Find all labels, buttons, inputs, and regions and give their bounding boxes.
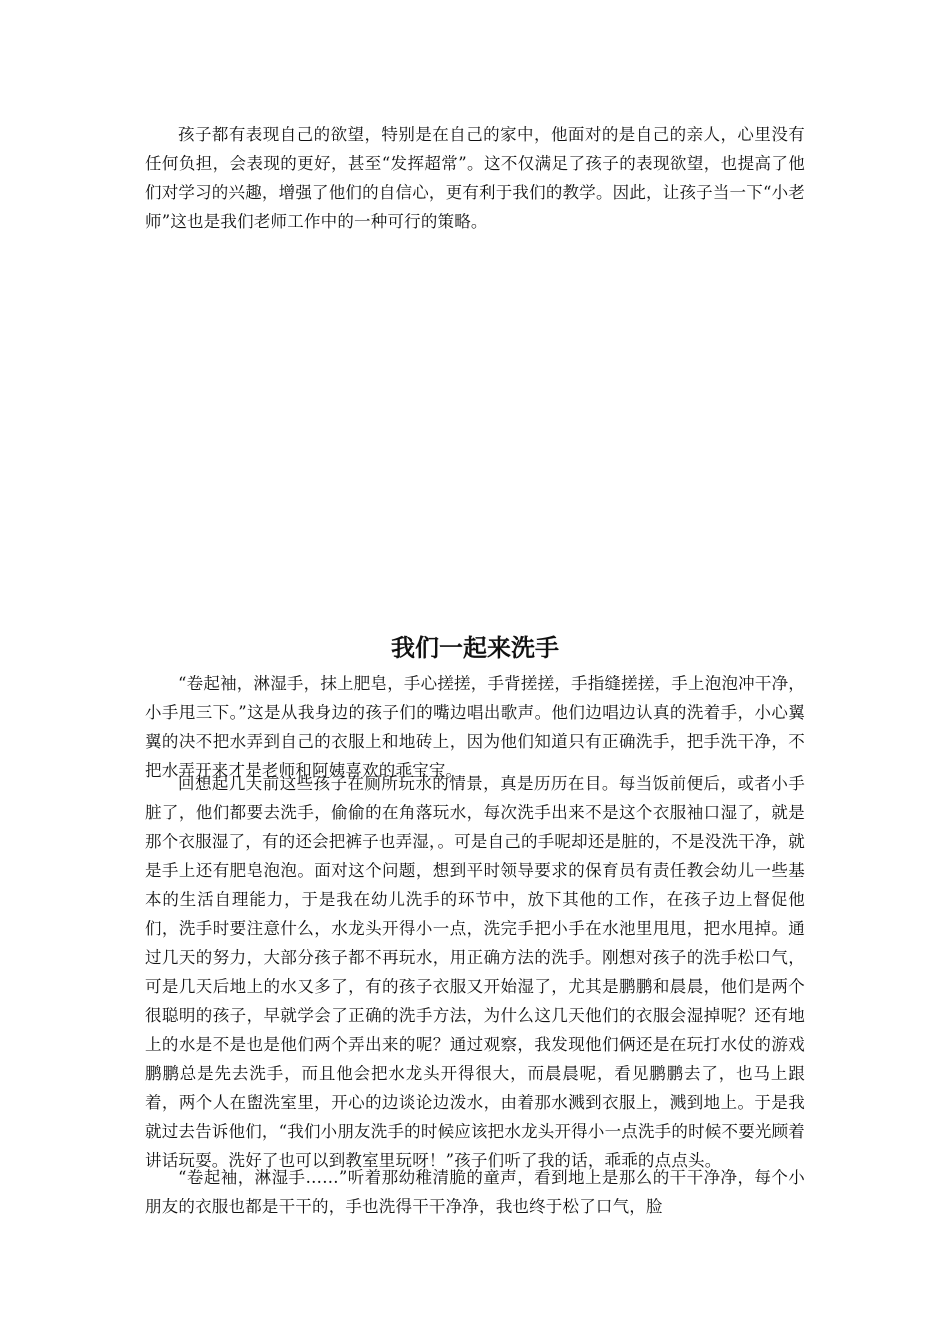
body-paragraph: “卷起袖，淋湿手，抹上肥皂，手心搓搓，手背搓搓，手指缝搓搓，手上泡泡冲干净，小手甩三下。”这是从我身边的孩子们的嘴边唱出歌声。他们边唱边认真的洗着手，小心翼翼的决不把水弄到自己的衣服上和地砖上，因为他们知道只有正确洗手，把手洗干净，不把水弄开来才是老师和阿姨喜欢的乖宝宝。 <box>145 674 805 780</box>
body-paragraph: 回想起几天前这些孩子在厕所玩水的情景，真是历历在目。每当饭前便后，或者小手脏了，他们都要去洗手，偷偷的在角落玩水，每次洗手出来不是这个衣服袖口湿了，就是那个衣服湿了，有的还会把裤子也弄湿，。可是自己的手呢却还是脏的，不是没洗干净，就是手上还有肥皂泡泡。面对这个问题，想到平时领导要求的保育员有责任教会幼儿一些基本的生活自理能力，于是我在幼儿洗手的环节中，放下其他的工作，在孩子边上督促他们，洗手时要注意什么，水龙头开得小一点，洗完手把小手在水池里甩甩，把水甩掉。通过几天的努力，大部分孩子都不再玩水，用正确方法的洗手。刚想对孩子的洗手松口气，可是几天后地上的水又多了，有的孩子衣服又开始湿了，尤其是鹏鹏和晨晨，他们是两个很聪明的孩子，早就学会了正确的洗手方法，为什么这几天他们的衣服会湿掉呢？还有地上的水是不是也是他们两个弄出来的呢？通过观察，我发现他们俩还是在玩打水仗的游戏鹏鹏总是先去洗手，而且他会把水龙头开得很大，而晨晨呢，看见鹏鹏去了，也马上跟着，两个人在盥洗室里，开心的边谈论边泼水，由着那水溅到衣服上，溅到地上。于是我就过去告诉他们，“我们小朋友洗手的时候应该把水龙头开得小一点洗手的时候不要光顾着讲话玩耍。洗好了也可以到教室里玩呀！”孩子们听了我的话，乖乖的点点头。 <box>145 774 805 1170</box>
article-title: 我们一起来洗手 <box>391 634 559 662</box>
body-paragraph: “卷起袖，淋湿手……”听着那幼稚清脆的童声，看到地上是那么的干干净净，每个小朋友的衣服也都是干干的，手也洗得干干净净，我也终于松了口气，脸 <box>145 1168 805 1216</box>
intro-paragraph: 孩子都有表现自己的欲望，特别是在自己的家中，他面对的是自己的亲人，心里没有任何负担，会表现的更好，甚至“发挥超常”。这不仅满足了孩子的表现欲望，也提高了他们对学习的兴趣，增强了他们的自信心，更有利于我们的教学。因此，让孩子当一下“小老师”这也是我们老师工作中的一种可行的策略。 <box>145 125 805 231</box>
